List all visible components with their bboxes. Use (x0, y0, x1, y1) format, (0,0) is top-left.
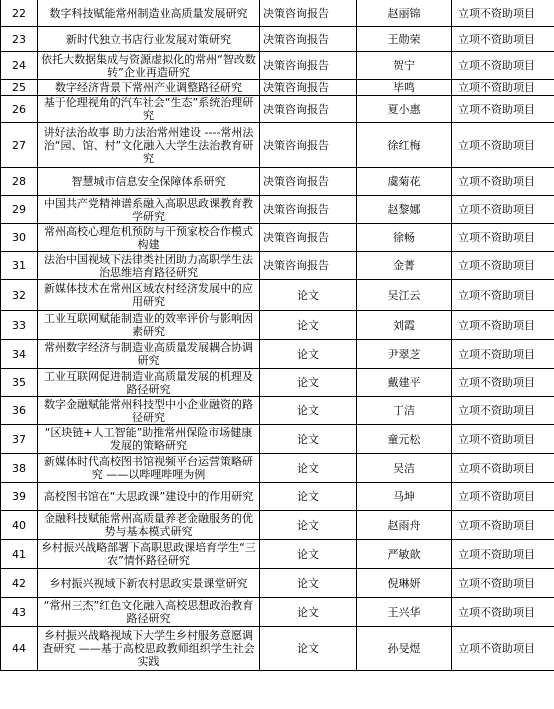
row-number: 22 (1, 0, 38, 27)
project-title: 数字金融赋能常州科技型中小企业融资的路径研究 (38, 397, 260, 425)
approval-status: 立项不资助项目 (452, 80, 554, 96)
outcome-type: 决策咨询报告 (260, 52, 357, 80)
project-leader: 徐畅 (357, 224, 452, 252)
row-number: 29 (1, 196, 38, 224)
project-title: 工业互联网促进制造业高质量发展的机理及路径研究 (38, 369, 260, 397)
project-title: 讲好法治故事 助力法治常州建设 ----常州法治“园、馆、村”文化融入大学生法治教育研究 (38, 123, 260, 168)
project-title: 基于伦理视角的汽车社会“生态”系统治理研究 (38, 96, 260, 123)
project-leader: 吴洁 (357, 454, 452, 483)
approval-status: 立项不资助项目 (452, 123, 554, 168)
approval-status: 立项不资助项目 (452, 280, 554, 311)
project-title: 中国共产党精神谱系融入高职思政课教育教学研究 (38, 196, 260, 224)
project-leader: 戴建平 (357, 369, 452, 397)
row-number: 33 (1, 311, 38, 340)
table-row (1, 540, 554, 569)
project-leader: 倪琳妍 (357, 569, 452, 598)
project-leader: 马坤 (357, 483, 452, 511)
table-row (1, 627, 554, 671)
approval-status: 立项不资助项目 (452, 96, 554, 123)
row-number: 43 (1, 598, 38, 627)
approval-status: 立项不资助项目 (452, 569, 554, 598)
project-leader: 赵黎娜 (357, 196, 452, 224)
approval-status: 立项不资助项目 (452, 511, 554, 540)
approval-status: 立项不资助项目 (452, 425, 554, 454)
project-leader: 严敏歆 (357, 540, 452, 569)
outcome-type: 论文 (260, 598, 357, 627)
table-row (1, 252, 554, 280)
approval-status: 立项不资助项目 (452, 540, 554, 569)
table-row (1, 168, 554, 196)
row-number: 28 (1, 168, 38, 196)
row-number: 34 (1, 340, 38, 369)
approval-status: 立项不资助项目 (452, 627, 554, 671)
row-number: 24 (1, 52, 38, 80)
table-row (1, 196, 554, 224)
project-leader: 孙旻煜 (357, 627, 452, 671)
row-number: 41 (1, 540, 38, 569)
table-row (1, 340, 554, 369)
row-number: 26 (1, 96, 38, 123)
approval-status: 立项不资助项目 (452, 0, 554, 27)
project-title: 依托大数据集成与资源虚拟化的常州“智改数转”企业再造研究 (38, 52, 260, 80)
project-title: 智慧城市信息安全保障体系研究 (38, 168, 260, 196)
table-row (1, 52, 554, 80)
outcome-type: 决策咨询报告 (260, 252, 357, 280)
project-title: “区块链+人工智能”助推常州保险市场健康发展的策略研究 (38, 425, 260, 454)
project-title: 乡村振兴视域下新农村思政实景课堂研究 (38, 569, 260, 598)
project-leader: 虞菊花 (357, 168, 452, 196)
project-leader: 赵雨舟 (357, 511, 452, 540)
project-title: 新时代独立书店行业发展对策研究 (38, 27, 260, 52)
approval-status: 立项不资助项目 (452, 454, 554, 483)
approval-status: 立项不资助项目 (452, 52, 554, 80)
approval-status: 立项不资助项目 (452, 196, 554, 224)
project-leader: 毕鸣 (357, 80, 452, 96)
approval-status: 立项不资助项目 (452, 598, 554, 627)
project-leader: 童元松 (357, 425, 452, 454)
project-leader: 夏小惠 (357, 96, 452, 123)
project-leader: 王勋荣 (357, 27, 452, 52)
row-number: 25 (1, 80, 38, 96)
outcome-type: 论文 (260, 311, 357, 340)
table-row (1, 511, 554, 540)
outcome-type: 论文 (260, 454, 357, 483)
row-number: 23 (1, 27, 38, 52)
project-leader: 尹翠芝 (357, 340, 452, 369)
project-title: 常州高校心理危机预防与干预家校合作模式构建 (38, 224, 260, 252)
project-title: 常州数字经济与制造业高质量发展耦合协调研究 (38, 340, 260, 369)
table-row (1, 369, 554, 397)
table-row (1, 27, 554, 52)
approval-status: 立项不资助项目 (452, 340, 554, 369)
row-number: 42 (1, 569, 38, 598)
outcome-type: 论文 (260, 369, 357, 397)
row-number: 44 (1, 627, 38, 671)
project-leader: 丁洁 (357, 397, 452, 425)
table-row (1, 454, 554, 483)
project-leader: 王兴华 (357, 598, 452, 627)
project-leader: 吴江云 (357, 280, 452, 311)
table-row (1, 0, 554, 27)
project-leader: 徐红梅 (357, 123, 452, 168)
row-number: 31 (1, 252, 38, 280)
outcome-type: 论文 (260, 340, 357, 369)
outcome-type: 论文 (260, 511, 357, 540)
project-leader: 刘霞 (357, 311, 452, 340)
approval-status: 立项不资助项目 (452, 311, 554, 340)
table-row (1, 80, 554, 96)
table-row (1, 311, 554, 340)
outcome-type: 论文 (260, 425, 357, 454)
approval-status: 立项不资助项目 (452, 397, 554, 425)
row-number: 27 (1, 123, 38, 168)
table-row (1, 425, 554, 454)
outcome-type: 论文 (260, 540, 357, 569)
outcome-type: 论文 (260, 483, 357, 511)
row-number: 32 (1, 280, 38, 311)
outcome-type: 决策咨询报告 (260, 80, 357, 96)
outcome-type: 决策咨询报告 (260, 168, 357, 196)
table-row (1, 280, 554, 311)
project-title: 高校图书馆在“大思政课”建设中的作用研究 (38, 483, 260, 511)
outcome-type: 论文 (260, 280, 357, 311)
outcome-type: 决策咨询报告 (260, 196, 357, 224)
outcome-type: 决策咨询报告 (260, 0, 357, 27)
project-title: 金融科技赋能常州高质量养老金融服务的优势与基本模式研究 (38, 511, 260, 540)
approval-status: 立项不资助项目 (452, 224, 554, 252)
row-number: 36 (1, 397, 38, 425)
project-title: 法治中国视域下法律类社团助力高职学生法治思维培育路径研究 (38, 252, 260, 280)
table-row (1, 569, 554, 598)
project-title: 数字经济背景下常州产业调整路径研究 (38, 80, 260, 96)
outcome-type: 论文 (260, 627, 357, 671)
table-row (1, 397, 554, 425)
outcome-type: 论文 (260, 569, 357, 598)
approval-status: 立项不资助项目 (452, 369, 554, 397)
project-leader: 贺宁 (357, 52, 452, 80)
row-number: 37 (1, 425, 38, 454)
table-row (1, 483, 554, 511)
approval-status: 立项不资助项目 (452, 252, 554, 280)
approval-status: 立项不资助项目 (452, 483, 554, 511)
table-row (1, 598, 554, 627)
table-row (1, 123, 554, 168)
outcome-type: 决策咨询报告 (260, 123, 357, 168)
table-row (1, 96, 554, 123)
outcome-type: 决策咨询报告 (260, 96, 357, 123)
project-title: 数字科技赋能常州制造业高质量发展研究 (38, 0, 260, 27)
row-number: 38 (1, 454, 38, 483)
project-title: 工业互联网赋能制造业的效率评价与影响因素研究 (38, 311, 260, 340)
approval-status: 立项不资助项目 (452, 27, 554, 52)
table-row (1, 224, 554, 252)
project-title: 新媒体技术在常州区域农村经济发展中的应用研究 (38, 280, 260, 311)
outcome-type: 论文 (260, 397, 357, 425)
row-number: 35 (1, 369, 38, 397)
project-leader: 赵丽锦 (357, 0, 452, 27)
outcome-type: 决策咨询报告 (260, 27, 357, 52)
row-number: 30 (1, 224, 38, 252)
project-title: 乡村振兴战略部署下高职思政课培育学生“三农”情怀路径研究 (38, 540, 260, 569)
project-title: “常州三杰”红色文化融入高校思想政治教育路径研究 (38, 598, 260, 627)
project-leader: 金菁 (357, 252, 452, 280)
outcome-type: 决策咨询报告 (260, 224, 357, 252)
project-title: 乡村振兴战略视域下大学生乡村服务意愿调查研究 ——基于高校思政教师组织学生社会实践 (38, 627, 260, 671)
row-number: 40 (1, 511, 38, 540)
row-number: 39 (1, 483, 38, 511)
project-table-body (1, 0, 554, 671)
approval-status: 立项不资助项目 (452, 168, 554, 196)
project-title: 新媒体时代高校图书馆视频平台运营策略研究 ——以哔哩哔哩为例 (38, 454, 260, 483)
